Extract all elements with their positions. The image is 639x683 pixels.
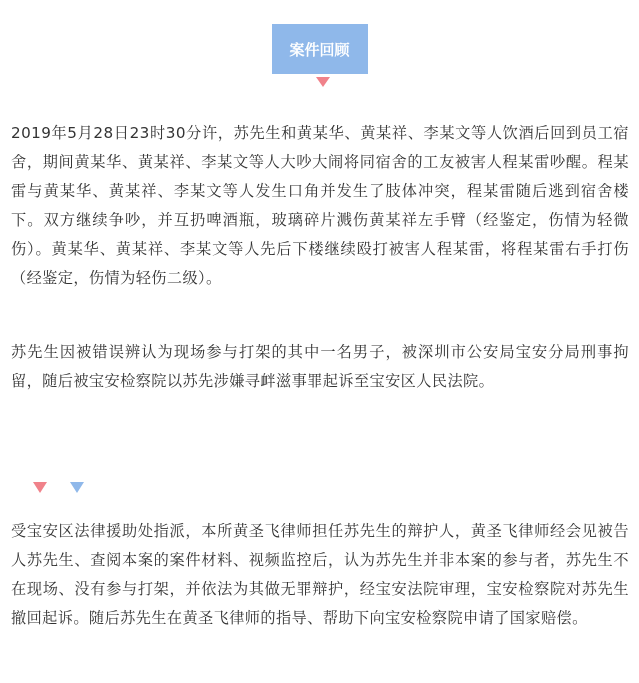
section-header — [0, 24, 639, 87]
divider-markers — [33, 482, 84, 493]
blue-triangle-icon — [70, 482, 84, 493]
down-triangle-icon — [316, 77, 330, 87]
case-paragraph-incident: 2019年5月28日23时30分许，苏先生和黄某华、黄某祥、李某文等人饮酒后回到员工宿舍，期间黄某华、黄某祥、李某文等人大吵大闹将同宿舍的工友被害人程某雷吵醒。程某雷与黄某华、黄某祥、李某文等人发生口角并发生了肢体冲突，程某雷随后逃到宿舍楼下。双方继续争吵，并互扔啤酒瓶，玻璃碎片溅伤黄某祥左手臂（经鉴定，伤情为轻微伤）。黄某华、黄某祥、李某文等人先后下楼继续殴打被害人程某雷，将程某雷右手打伤（经鉴定，伤情为轻伤二级）。 — [11, 124, 629, 287]
section-title: 案件回顾 — [272, 24, 368, 74]
pink-triangle-icon — [33, 482, 47, 493]
case-paragraph-defense: 受宝安区法律援助处指派，本所黄圣飞律师担任苏先生的辩护人，黄圣飞律师经会见被告人苏先生、查阅本案的案件材料、视频监控后，认为苏先生并非本案的参与者，苏先生不在现场、没有参与打架，并依法为其做无罪辩护，经宝安法院审理，宝安检察院对苏先生撤回起诉。随后苏先生在黄圣飞律师的指导、帮助下向宝安检察院申请了国家赔偿。 — [11, 522, 629, 627]
case-paragraph-prosecution: 苏先生因被错误辨认为现场参与打架的其中一名男子，被深圳市公安局宝安分局刑事拘留，随后被宝安检察院以苏先涉嫌寻衅滋事罪起诉至宝安区人民法院。 — [11, 343, 629, 390]
